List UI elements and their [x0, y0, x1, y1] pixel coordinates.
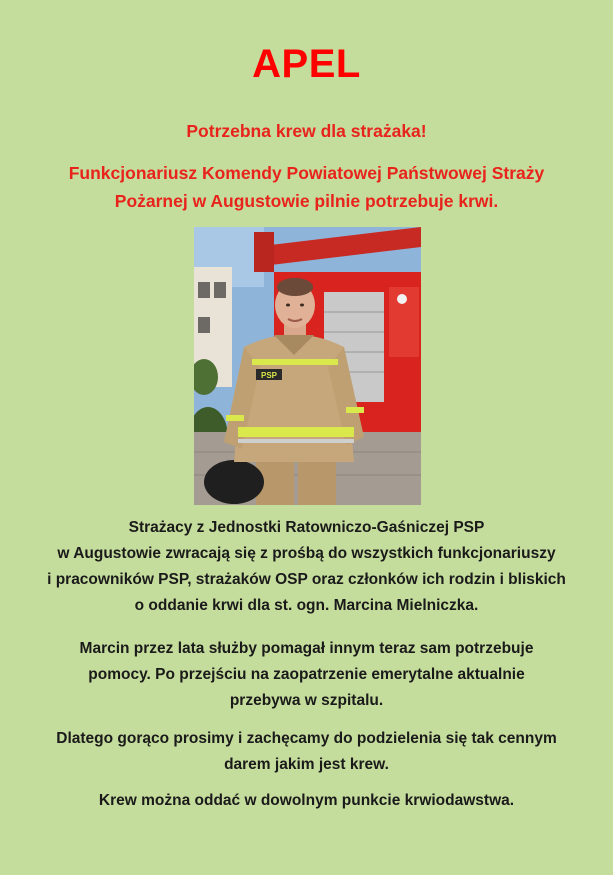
paragraph-line: darem jakim jest krew. [224, 756, 389, 773]
paragraph-appeal [18, 515, 595, 619]
firefighter-photo [194, 227, 421, 505]
lead-line: Funkcjonariusz Komendy Powiatowej Państwowej Straży [68, 163, 545, 183]
paragraph-line: i pracowników PSP, strażaków OSP oraz członków ich rodzin i bliskich [47, 571, 566, 588]
paragraph-line: Dlatego gorąco prosimy i zachęcamy do podzielenia się tak cennym [56, 730, 557, 747]
paragraph-line: Marcin przez lata służby pomagał innym teraz sam potrzebuje [79, 640, 534, 657]
poster-title: APEL [252, 42, 361, 86]
paragraph-line: Krew można oddać w dowolnym punkcie krwiodawstwa. [98, 792, 515, 809]
lead-paragraph [20, 159, 593, 215]
paragraph-request [18, 726, 595, 778]
poster-subtitle: Potrzebna krew dla strażaka! [186, 121, 427, 141]
paragraph-donation-info [18, 788, 595, 814]
psp-badge-text: PSP [260, 371, 278, 380]
paragraph-line: pomocy. Po przejściu na zaopatrzenie emerytalne aktualnie [88, 666, 525, 683]
paragraph-line: o oddanie krwi dla st. ogn. Marcina Mielniczka. [134, 597, 479, 614]
paragraph-line: przebywa w szpitalu. [229, 692, 384, 709]
paragraph-situation [18, 636, 595, 714]
paragraph-line: w Augustowie zwracają się z prośbą do wszystkich funkcjonariuszy [57, 545, 556, 562]
paragraph-line: Strażacy z Jednostki Ratowniczo-Gaśniczej PSP [128, 519, 485, 536]
lead-line: Pożarnej w Augustowie pilnie potrzebuje krwi. [114, 191, 499, 211]
